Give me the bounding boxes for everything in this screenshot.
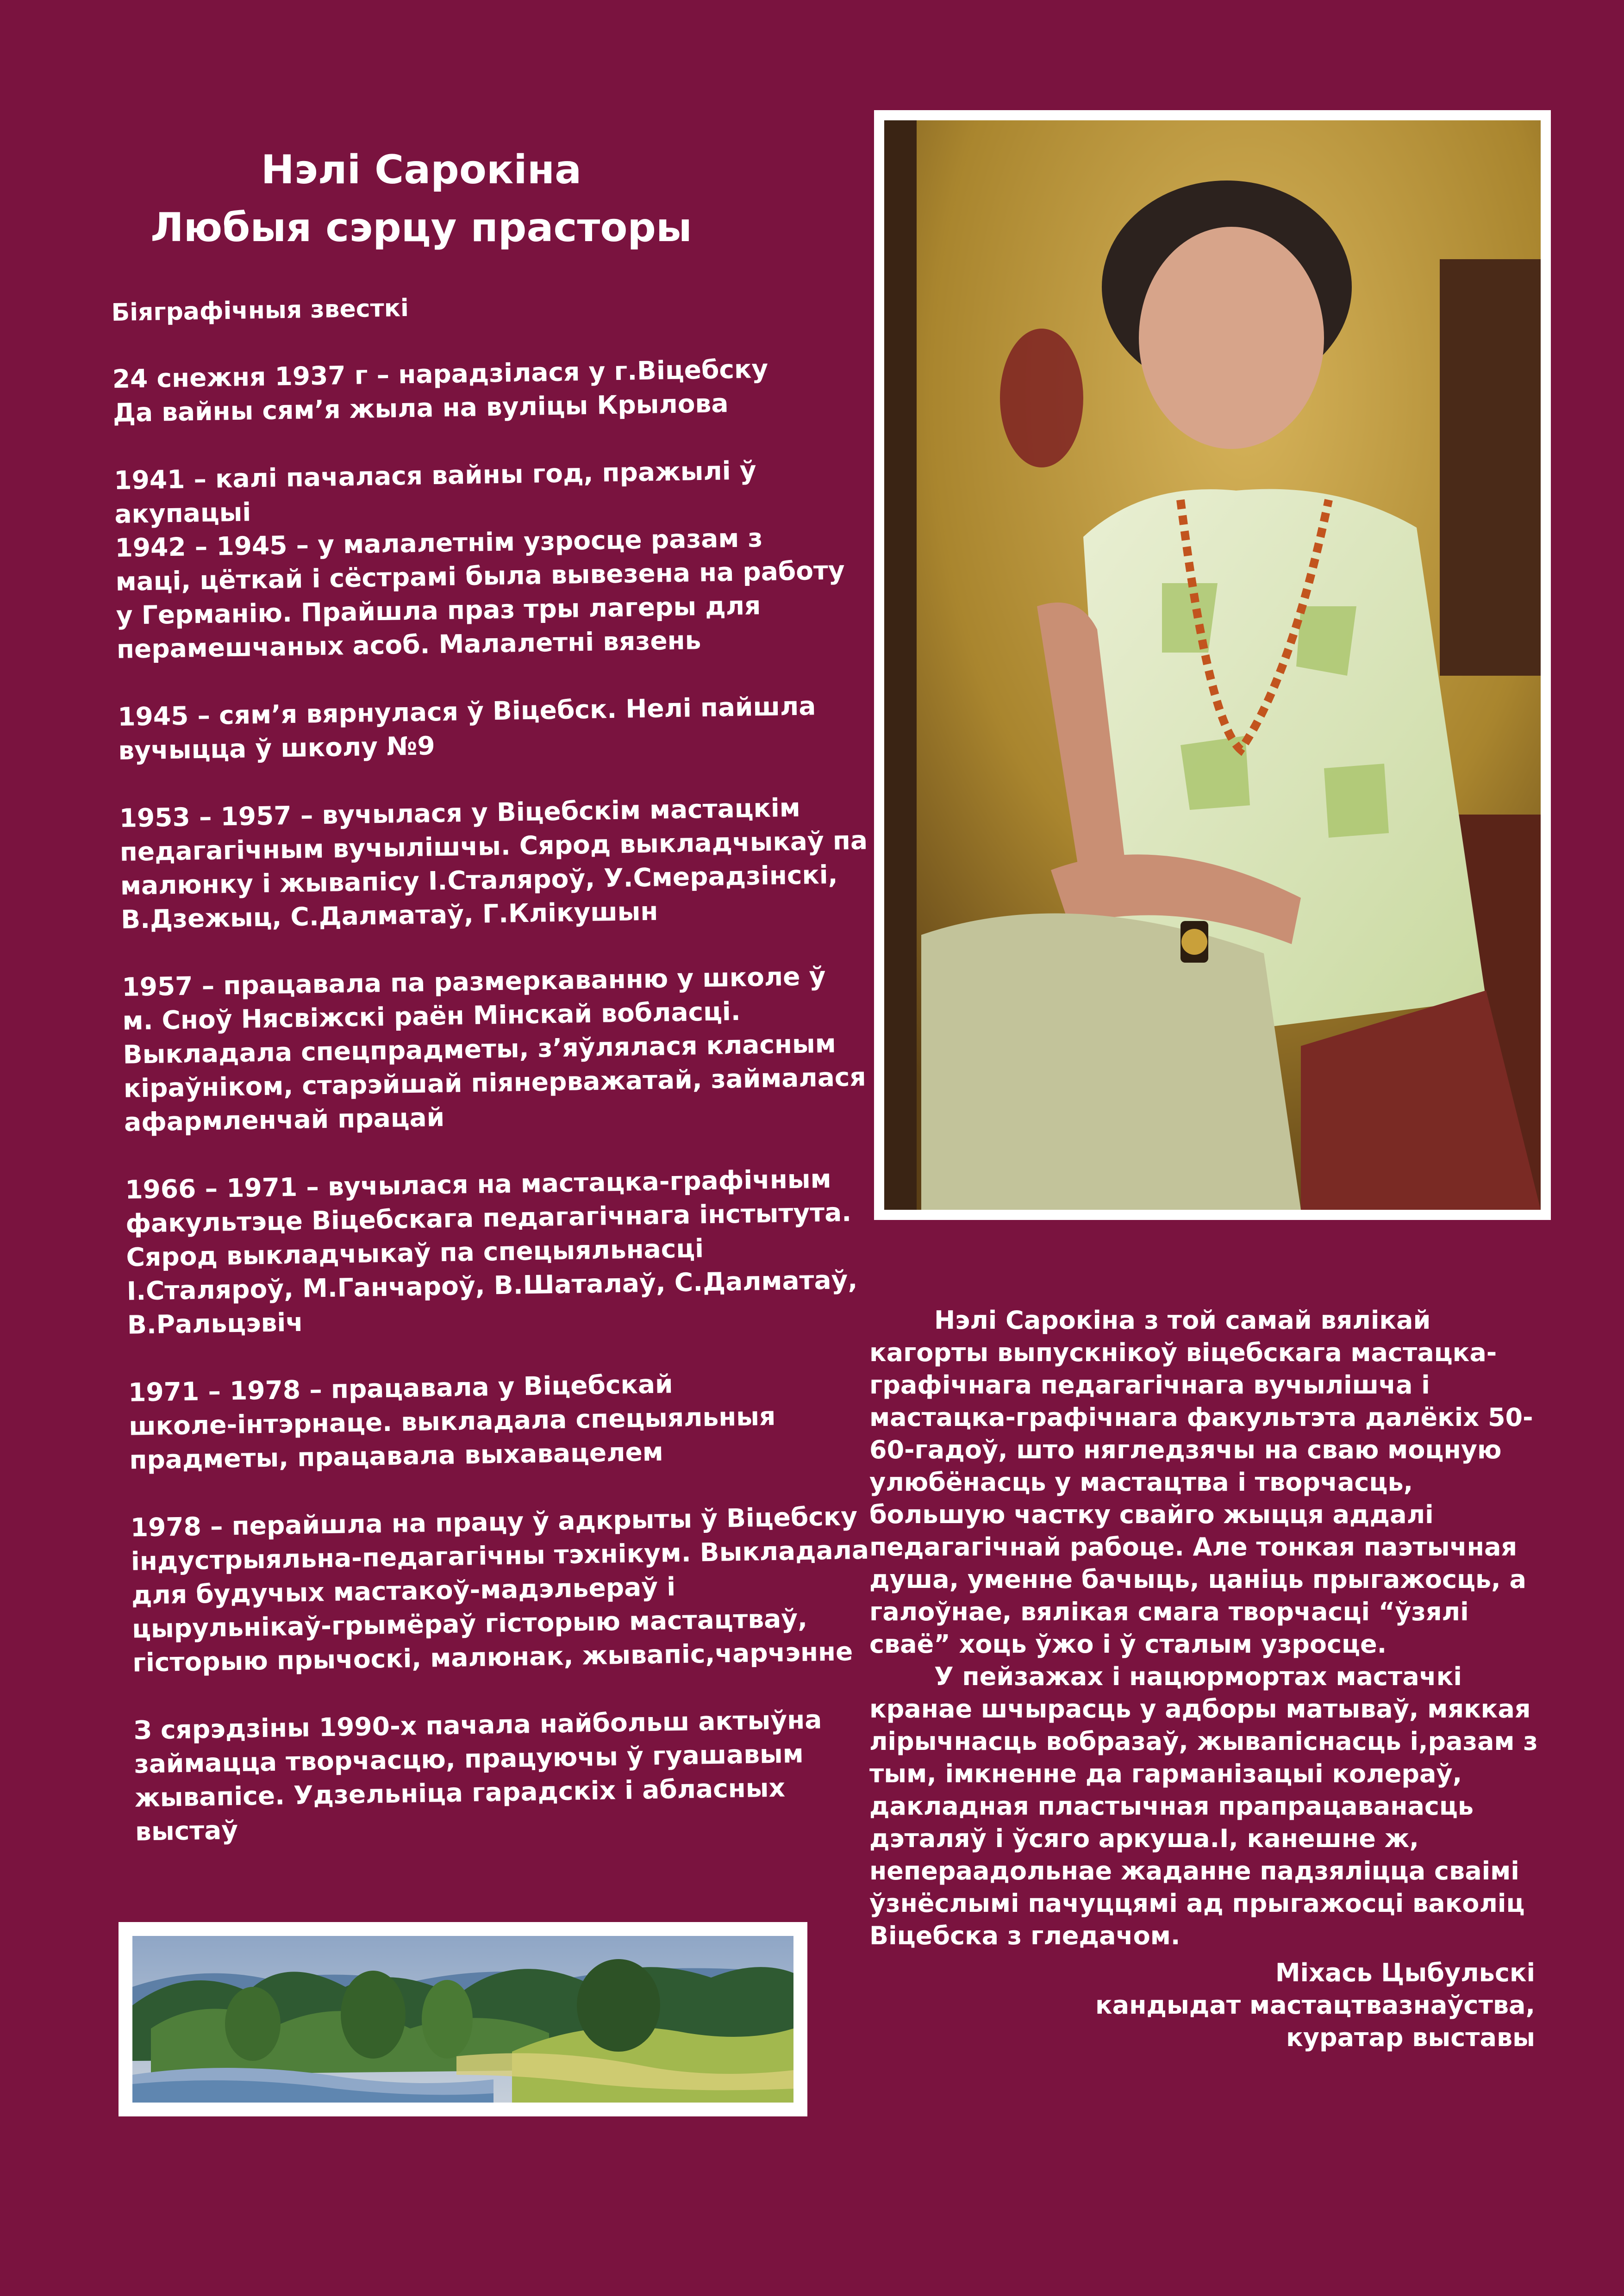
biography-entry <box>122 958 874 1139</box>
author-degree: кандыдат мастацтвазнаўства, <box>1095 1991 1535 2020</box>
exhibition-title: Любыя сэрцу прасторы <box>150 205 692 251</box>
biography-line: малюнку і жывапісу І.Сталяроў, У.Смерадзінскі, <box>120 859 838 901</box>
biography-section <box>111 285 885 1849</box>
biography-line: вучыцца ў школу №9 <box>118 731 436 765</box>
biography-line: гісторыю прычоскі, малюнак, жывапіс,чарчэнне <box>132 1636 853 1678</box>
biography-entry <box>133 1702 885 1848</box>
landscape-painting <box>132 1936 793 2103</box>
biography-line: жывапісе. Удзельніца гарадскіх і абласных <box>134 1773 786 1813</box>
biography-line: 1953 – 1957 – вучылася у Віцебскім мастацкім <box>119 792 801 833</box>
essay-paragraph-2: У пейзажах і нацюрмортах мастачкі кранае шчырасць у адборы матываў, мяккая лірычнасць вобразаў, жывапіснасць і,разам з тым, імкненне да гарманізацыі колераў, дакладная пластычная прапрацаванасць дэталяў і ўсяго аркуша.І, канешне ж, непераадольнае жаданне падзяліцца сваімі ўзнёслымі пачуццямі ад прыгажосці ваколіц Віцебска з гледачом. <box>869 1662 1538 1950</box>
biography-line: 1971 – 1978 – працавала у Віцебскай <box>128 1369 673 1407</box>
essay-paragraph-1: Нэлі Сарокіна з той самай вялікай кагорты выпускнікоў віцебскага мастацка-графічнага педагагічнага вучылішча і мастацка-графічнага факультэта далёкіх 50-60-гадоў, што нягледзячы на сваю моцную улюбёнасць у мастацтва і творчасць, большую частку свайго жыцця аддалі педагагічнай рабоце. Але тонкая паэтычная душа, уменне бачыць, цаніць прыгажосць, а галоўнае, вялікая смага творчасці “ўзялі сваё” хоць ўжо і ў сталым узросце. <box>869 1306 1533 1659</box>
author-signature <box>980 1957 1535 2054</box>
biography-line: у Германію. Прайшла праз тры лагеры для <box>116 591 761 630</box>
biography-line: 1945 – сям’я вярнулася ў Віцебск. Нелі пайшла <box>117 691 816 732</box>
biography-line: афармленчай працай <box>124 1102 445 1137</box>
biography-entry <box>128 1364 880 1477</box>
biography-entry <box>125 1161 878 1342</box>
portrait-photo-frame <box>874 110 1551 1220</box>
biography-line: І.Сталяроў, М.Ганчароў, В.Шаталаў, С.Далматаў, <box>126 1264 858 1306</box>
biography-line: Да вайны сям’я жыла на вуліцы Крылова <box>112 388 729 428</box>
biography-line: 1957 – працавала па размеркаванню у школе ў <box>121 961 826 1002</box>
biography-entry <box>112 351 863 430</box>
biography-line: прадметы, працавала выхавацелем <box>129 1437 664 1475</box>
biography-line: 1941 – калі пачалася вайны год, пражылі ў <box>113 455 757 495</box>
biography-entry <box>118 688 868 767</box>
essay-section <box>869 1304 1545 1952</box>
biography-line: Выкладала спецпрадметы, з’яўлялася класным <box>123 1028 837 1070</box>
biography-line: З сярэдзіны 1990-х пачала найбольш актыўна <box>133 1705 822 1745</box>
document-title <box>111 141 731 257</box>
biography-entry <box>114 452 867 666</box>
portrait-photo <box>884 120 1541 1210</box>
biography-entry <box>130 1499 883 1680</box>
biography-entry <box>119 790 871 936</box>
biography-line: акупацыі <box>114 497 251 529</box>
biography-line: Сярод выкладчыкаў па спецыяльнасці <box>126 1233 704 1272</box>
landscape-painting-frame <box>119 1922 807 2116</box>
biography-line: займацца творчасцю, працуючы ў гуашавым <box>134 1738 804 1779</box>
biography-line: В.Ральцэвіч <box>127 1307 304 1340</box>
author-role: куратар выставы <box>1286 2023 1535 2052</box>
biography-line: перамешчаных асоб. Малалетні вязень <box>116 625 701 664</box>
biography-line: м. Сноў Нясвіжскі раён Мінскай вобласці. <box>122 996 741 1036</box>
biography-line: індустрыяльна-педагагічны тэхнікум. Выкладала <box>131 1535 869 1576</box>
biography-line: 1942 – 1945 – у малалетнім узросце разам з <box>115 523 763 563</box>
biography-line: 1978 – перайшла на працу ў адкрыты ў Віцебску <box>130 1501 858 1543</box>
biography-line: выстаў <box>135 1815 238 1847</box>
biography-line: школе-інтэрнаце. выкладала спецыяльныя <box>128 1401 776 1441</box>
biography-line: кіраўніком, старэйшай піянерважатай, займалася <box>123 1062 867 1103</box>
biography-line: В.Дзежыц, С.Далматаў, Г.Клікушын <box>120 896 658 934</box>
biography-line: факультэце Віцебскага педагагічнага інстытута. <box>125 1197 852 1238</box>
biography-heading: Біяграфічныя звесткі <box>111 294 409 327</box>
biography-entries <box>112 351 885 1849</box>
biography-line: педагагічным вучылішчы. Сярод выкладчыкаў па <box>119 825 868 867</box>
author-name: Міхась Цыбульскі <box>1275 1958 1535 1987</box>
biography-line: цырульнікаў-грымёраў гісторыю мастацтваў, <box>131 1603 808 1644</box>
biography-line: для будучых мастакоў-мадэльераў і <box>131 1572 676 1610</box>
artist-name: Нэлі Сарокіна <box>261 147 582 193</box>
biography-line: маці, цёткай і сёстрамі была вывезена на работу <box>115 555 845 597</box>
biography-line: 1966 – 1971 – вучылася на мастацка-графічным <box>125 1164 832 1205</box>
biography-line: 24 снежня 1937 г – нарадзілася у г.Віцебску <box>112 354 768 394</box>
